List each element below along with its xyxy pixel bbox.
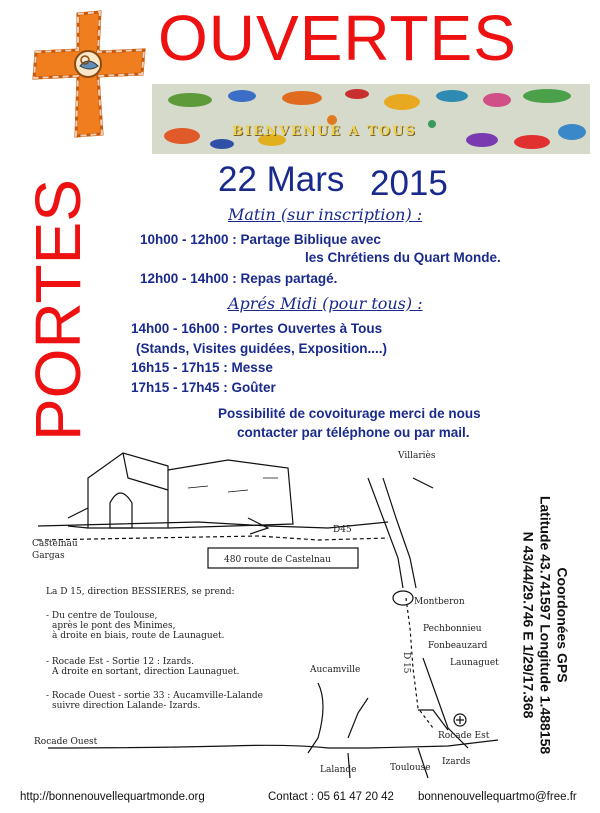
schedule-line: 14h00 - 16h00 : Portes Ouvertes à Tous [131, 321, 383, 336]
map-direction-line: à droite en biais, route de Launaguet. [52, 631, 225, 641]
gps-title: Coordonées GPS [554, 567, 571, 683]
schedule-line: 10h00 - 12h00 : Partage Biblique avec [140, 232, 381, 247]
map-direction-line: suivre direction Lalande- Izards. [52, 701, 201, 711]
apres-midi-heading: Aprés Midi (pour tous) : [228, 294, 423, 313]
gps-coordinates [520, 496, 571, 754]
map-label-castelnau: Castelnau [32, 539, 78, 549]
map-label-izards: Izards [442, 757, 471, 767]
map-direction-line: - Rocade Est - Sortie 12 : Izards. [46, 657, 194, 667]
map-label-toulouse: Toulouse [390, 763, 431, 773]
schedule-line: 16h15 - 17h15 : Messe [131, 360, 273, 375]
banner-mosaic-image [152, 84, 590, 154]
event-year: 2015 [370, 164, 448, 203]
map-label-aucamville: Aucamville [310, 665, 361, 675]
contact-phone: Contact : 05 61 47 20 42 [268, 791, 394, 803]
schedule-line: 17h15 - 17h45 : Goûter [131, 380, 276, 395]
map-direction-line: A droite en sortant, direction Launaguet. [52, 667, 240, 677]
schedule-line: (Stands, Visites guidées, Exposition....) [136, 341, 388, 356]
schedule-line: 12h00 - 14h00 : Repas partagé. [140, 271, 338, 286]
map-label-villaries: Villariès [398, 451, 436, 461]
covoiturage-line: Possibilité de covoiturage merci de nous [218, 406, 481, 421]
map-label-gargas: Gargas [32, 551, 65, 561]
map-direction-line: La D 15, direction BESSIERES, se prend: [46, 587, 235, 597]
welcome-banner [152, 84, 590, 154]
map-label-fonbeauzard: Fonbeauzard [428, 641, 488, 651]
gps-dms: N 43/44/29.746 E 1/29/17.368 [520, 531, 537, 719]
map-label-pechbonnieu: Pechbonnieu [423, 624, 482, 634]
map-label-launaguet: Launaguet [450, 658, 499, 668]
covoiturage-line: contacter par téléphone ou par mail. [237, 425, 470, 440]
matin-heading: Matin (sur inscription) : [228, 205, 423, 224]
map-direction-line: - Rocade Ouest - sortie 33 : Aucamville-Lalande [46, 691, 263, 701]
banner-text: BIENVENUE A TOUS [232, 124, 417, 139]
map-label-rocade-ouest: Rocade Ouest [34, 737, 98, 747]
website-link[interactable]: http://bonnenouvellequartmonde.org [20, 791, 205, 803]
contact-email[interactable]: bonnenouvellequartmo@free.fr [418, 791, 577, 803]
map-label-address: 480 route de Castelnau [224, 555, 331, 565]
map-label-d15: D 15 [401, 652, 411, 674]
title-ouvertes: OUVERTES [158, 2, 517, 74]
access-map [28, 448, 533, 788]
gps-block [505, 450, 585, 800]
map-label-rocade-est: Rocade Est [438, 731, 490, 741]
title-portes-wrapper [22, 170, 94, 450]
map-direction-line: - Du centre de Toulouse, [46, 611, 158, 621]
gps-latitude-longitude: Latitude 43.741597 Longitude 1.488158 [537, 495, 554, 755]
cross-logo [28, 10, 148, 138]
event-date: 22 Mars [218, 160, 345, 199]
map-label-d45: D45 [333, 525, 352, 535]
map-label-montberon: Montberon [414, 597, 465, 607]
title-portes: PORTES [22, 179, 94, 441]
schedule-line: les Chrétiens du Quart Monde. [305, 250, 501, 265]
map-direction-line: après le pont des Minimes, [52, 621, 176, 631]
map-label-lalande: Lalande [320, 765, 357, 775]
